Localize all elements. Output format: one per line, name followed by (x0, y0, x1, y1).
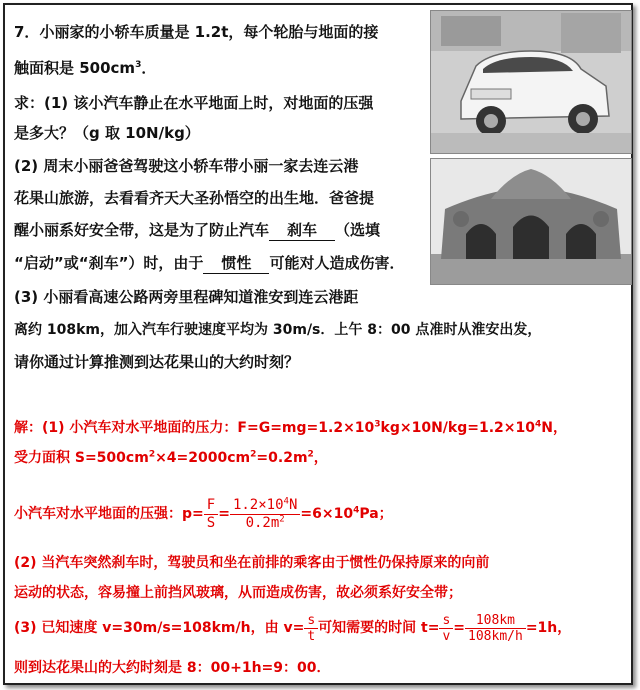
problem-line-2: 触面积是 $500cm^3$． (14, 59, 157, 77)
q1-line-1: 求：(1) 该小汽车静止在水平地面上时，对地面的压强 (14, 94, 374, 112)
problem-number: 7． (14, 23, 40, 41)
fraction-s-over-v: $\frac{s}{v}$ (439, 613, 453, 644)
fraction-s-over-t: $\frac{s}{t}$ (304, 613, 318, 644)
car-photo (430, 10, 632, 154)
solution-line-2: 受力面积 $S=500cm^2\times 4=2000cm^2=0.2m^2$， (14, 449, 328, 466)
q1-line-2: 是多大？（g 取 10N/kg） (14, 124, 200, 142)
solution-line-1: 解：(1) 小汽车对水平地面的压力：$F=G=mg=1.2\times 10^3kg\times 10N/kg=1.2\times 10^4N$， (14, 419, 567, 436)
q2-line-2: 花果山旅游，去看看齐天大圣孙悟空的出生地．爸爸提 (14, 189, 375, 207)
fraction-distance-over-speed: $\frac{108km}{108km/h}$ (465, 613, 526, 644)
gate-photo (430, 158, 632, 285)
q3-line-1: (3) 小丽看高速公路两旁里程碑知道淮安到连云港距 (14, 288, 359, 306)
solution-line-6: (3) 已知速度 v=30m/s=108km/h，由 v= $\frac{s}{t}$ 可知需要的时间 t= $\frac{s}{v}$ = $\frac{108km}{108km/h}$ =1h， (14, 612, 572, 644)
solution-line-5: 运动的状态，容易撞上前挡风玻璃，从而造成伤害，故必须系好安全带； (14, 585, 462, 601)
q2-line-4: “启动”或“刹车”）时，由于 惯性 可能对人造成伤害． (14, 254, 405, 272)
q2-line-1: (2) 周末小丽爸爸驾驶这小轿车带小丽一家去连云港 (14, 157, 359, 175)
q3-line-2: 离约 108km，加入汽车行驶速度平均为 30m/s．上午 8：00 点准时从淮安出发， (14, 322, 542, 338)
solution-line-4: (2) 当汽车突然刹车时，驾驶员和坐在前排的乘客由于惯性仍保持原来的向前 (14, 555, 490, 571)
q2-line-3: 醒小丽系好安全带，这是为了防止汽车 刹车 （选填 (14, 221, 381, 239)
answer-blank-inertia: 惯性 (203, 253, 269, 274)
problem-line-1: 7．小丽家的小轿车质量是 1.2t，每个轮胎与地面的接 (14, 23, 379, 41)
fraction-f-over-s: $\frac{F}{S}$ (204, 497, 218, 532)
fraction-pressure-values: $\frac{1.2\times 10^4N}{0.2m^2}$ (230, 497, 300, 532)
q3-line-3: 请你通过计算推测到达花果山的大约时刻？ (14, 353, 300, 371)
answer-blank-brake: 刹车 (269, 220, 335, 241)
solution-line-3: 小汽车对水平地面的压强：p= $\frac{F}{S}$ = $\frac{1.2\times 10^4N}{0.2m^2}$ $=6\times 10^4Pa$； (14, 495, 393, 531)
solution-line-7: 则到达花果山的大约时刻是 8：00+1h=9：00． (14, 660, 331, 676)
